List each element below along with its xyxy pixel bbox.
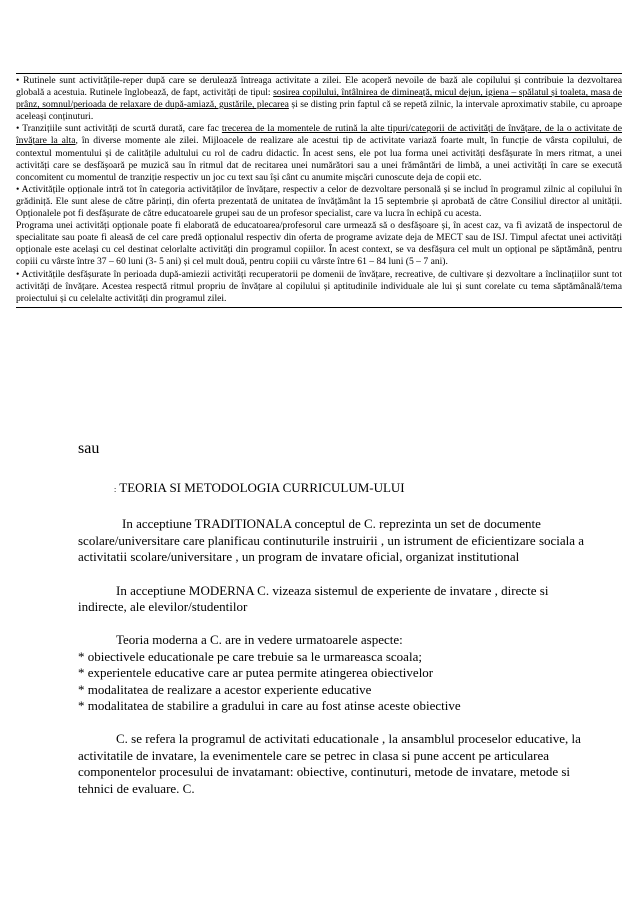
paragraph-programa: Programa unei activități opționale poate fi elaborată de educatoarea/profesorul care urmează să o desfășoare și, în acest caz, va fi avizată de inspectorul de specialitate sau poate fi aleasă de cel care predă opționalul respectiv din oferta de programe avizate deja de MECT sau de ISJ. Timpul afectat unei activități opționale este același cu cel destinat celorlalte activități din programul copiilor. În acest context, se va desfășura cel mult un opțional pe săptămână, pentru copiii cu vârste între 37 – 60 luni (3- 5 ani) și cel mult două, pentru copiii cu vârste între 61 – 84 luni (5 – 7 ani).: [16, 220, 622, 268]
list-item: * experientele educative care ar putea permite atingerea obiectivelor: [78, 665, 434, 681]
curriculum-section: [78, 440, 598, 797]
text-span: , în diverse momente ale zilei. Mijloacele de realizare ale acestui tip de activitate variază foarte mult, în funcție de vârsta copilului, de contextul momentului și de calitățile adultului cu rol de cadru didactic. În acest sens, ele pot lua forma unei activități desfășurate în mers ritmat, a unei activități care se desfășoară pe muzică sau în ritmul dat de recitarea unei numărători sau a unei frământări de limbă, a unei activități în care se execută concomitent cu momentul de tranziție respectiv un joc cu text sau își cânt cu anumite mișcări cunoscute deja de copii etc.: [16, 135, 622, 183]
heading-text: TEORIA SI METODOLOGIA CURRICULUM-ULUI: [119, 480, 405, 495]
paragraph-traditional: In acceptiune TRADITIONALA conceptul de C. reprezinta un set de documente scolare/universitare care planificau continuturile instruirii , un istrument de eficientizare sociala a activitatii scolare/universitare , un program de invatare oficial, organizat institutional: [78, 516, 585, 565]
section-heading: [78, 480, 598, 498]
list-item: * modalitatea de realizare a acestor experiente educative: [78, 681, 372, 697]
preschool-activities-section: [16, 73, 622, 308]
paragraph-optionale: • Activitățile opționale intră tot în categoria activităților de învățare, respectiv a celor de dezvoltare personală și se includ în programul zilnic al copilului în grădiniță. Ele sunt alese de către părinți, din oferta prezentată de unitatea de învățământ la 15 septembrie și aprobată de către Consiliul director al unității. Opționalele pot fi desfășurate de către educatoarele grupei sau de un profesor specialist, care va lucra în echipă cu acesta.: [16, 183, 622, 220]
underlined-text: trecerea de la momentele de rutină la alte tipuri/categorii de activități de învățare, de la o activitate de învățare la alta: [16, 123, 622, 147]
paragraph-teoria: Teoria moderna a C. are in vedere urmatoarele aspecte:: [116, 632, 403, 648]
list-item: * modalitatea de stabilire a gradului in care au fost atinse aceste obiective: [78, 698, 461, 714]
sau-word: sau: [78, 440, 100, 457]
paragraph-final: C. se refera la programul de activitati educationale , la ansamblul proceselor educative, la activitatile de invatare, la evenimentele care se petrec in clasa si pune accent pe articularea componentelor procesului de invatamant: obiective, continuturi, metode de invatare, metode si tehnici de evaluare. C.: [78, 731, 581, 796]
text-span: • Tranzițiile sunt activități de scurtă durată, care fac: [16, 123, 222, 135]
text-span: • Rutinele sunt activitățile-reper după care se derulează întreaga activitate a zilei. Ele acoperă nevoile de bază ale copilului și contribuie la dezvoltarea globală a acestuia. Rutinele înglobează, de fapt, activități de tipul:: [16, 75, 622, 99]
underlined-text: sosirea copilului, întâlnirea de dimineață, micul dejun, igiena – spălatul și toaleta, masa de prânz, somnul/perioada de relaxare de după-amiază, gustările, plecarea: [16, 87, 622, 111]
paragraph-moderna: In acceptiune MODERNA C. vizeaza sistemul de experiente de invatare , directe si indirecte, ale elevilor/studentilor: [78, 582, 549, 615]
paragraph-dupa-amiaza: • Activitățile desfășurate în perioada după-amiezii activități recuperatorii pe domenii de învățare, recreative, de cultivare și dezvoltare a înclinațiilor sunt tot activități de învățare. Acestea respectă ritmul propriu de învățare al copilului și aptitudinile individuale ale lui și sunt corelate cu tema săptămânală/tema proiectului și cu celelalte activități din programul zilei.: [16, 268, 622, 304]
list-item: * obiectivele educationale pe care trebuie sa le urmareasca scoala;: [78, 648, 422, 664]
paragraph-rutinele: [16, 75, 622, 123]
paragraph-tranzitiile: [16, 123, 622, 183]
text-span: și se disting prin faptul că se repetă zilnic, la intervale aproximativ stabile, cu aproape aceleași conținuturi.: [16, 99, 622, 123]
heading-colon: :: [114, 485, 117, 494]
